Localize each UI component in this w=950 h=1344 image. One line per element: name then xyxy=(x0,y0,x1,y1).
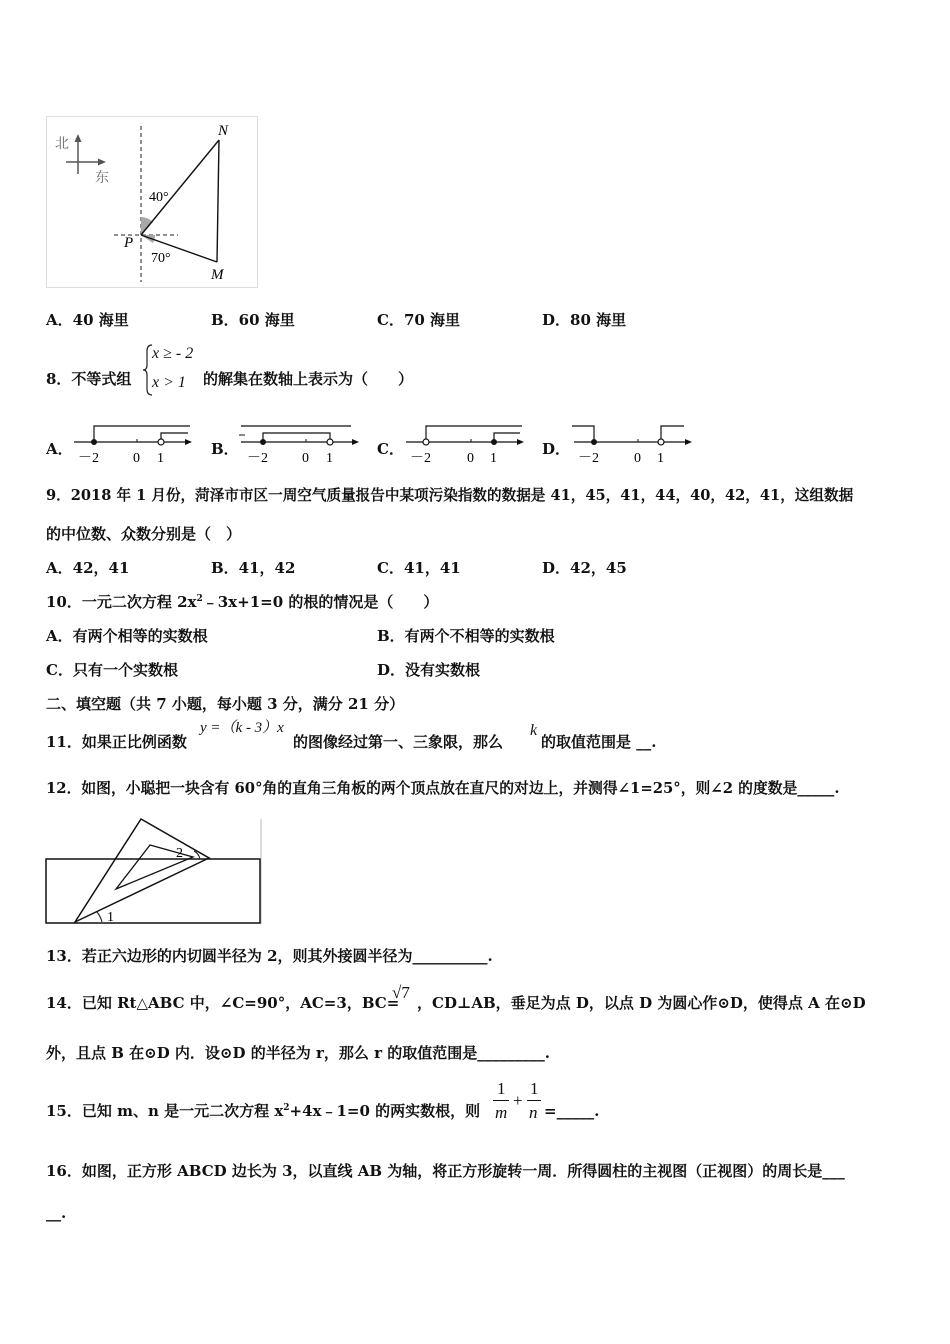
svg-text:－2: －2 xyxy=(247,451,268,466)
q8-suffix: 的解集在数轴上表示为（ ） xyxy=(203,370,414,388)
q9-option-d: D．42，45 xyxy=(542,559,627,577)
svg-text:－2: －2 xyxy=(578,451,599,466)
q15-post: =_____. xyxy=(544,1102,600,1120)
q12-text: 12．如图，小聪把一块含有 60°角的直角三角板的两个顶点放在直尺的对边上，并测得∠1=25°，则∠2 的度数是_____. xyxy=(46,780,840,797)
svg-text:－2: －2 xyxy=(410,451,431,466)
north-label: 北 xyxy=(55,136,69,152)
q16-line1: 16．如图，正方形 ABCD 边长为 3，以直线 AB 为轴，将正方形旋转一周．所得圆柱的主视图（正视图）的周长是___ xyxy=(46,1162,845,1180)
q8-ineq2: x > 1 xyxy=(152,374,186,391)
angle-70-label: 70° xyxy=(151,251,171,266)
label-N: N xyxy=(218,123,229,139)
q10-option-c: C．只有一个实数根 xyxy=(46,661,178,679)
set-square xyxy=(75,819,209,922)
q11-k: k xyxy=(530,722,538,739)
q8-option-a-numberline xyxy=(66,422,196,466)
q8-option-c-numberline xyxy=(398,422,528,466)
section2-heading: 二、填空题（共 7 小题，每小题 3 分，满分 21 分） xyxy=(46,695,405,713)
q15-frac-bar1 xyxy=(493,1100,509,1101)
svg-text:1: 1 xyxy=(490,451,497,466)
q12-figure xyxy=(44,815,264,927)
q15-den-n: n xyxy=(529,1103,538,1122)
q14-line2: 外，且点 B 在⊙D 内．设⊙D 的半径为 r，那么 r 的取值范围是_________. xyxy=(46,1044,550,1062)
q11-formula: y =（k - 3）x xyxy=(200,720,284,736)
q15-stem: 15．已知 m、n 是一元二次方程 $x^2+4x﹣1=0$ 的两实数根，则 xyxy=(46,1102,481,1120)
svg-text:1: 1 xyxy=(326,451,333,466)
q8-option-c-letter: C． xyxy=(377,440,404,458)
svg-text:0: 0 xyxy=(467,451,474,466)
q14-pre: 14．已知 Rt△ABC 中，∠C=90°，AC=3，BC= xyxy=(46,994,400,1012)
q9-line2: 的中位数、众数分别是（ ） xyxy=(46,525,242,543)
angle-2-label: 2 xyxy=(176,846,183,861)
q9-option-a: A．42，41 xyxy=(46,559,130,577)
ruler xyxy=(46,859,260,923)
q15-plus: + xyxy=(513,1091,523,1110)
svg-text:1: 1 xyxy=(657,451,664,466)
q8-option-d-letter: D． xyxy=(542,440,571,458)
q11-mid: 的图像经过第一、三象限，那么 xyxy=(293,733,504,751)
q10-option-b: B．有两个不相等的实数根 xyxy=(377,627,555,645)
q16-line2: __. xyxy=(46,1204,67,1222)
angle-40-label: 40° xyxy=(149,190,169,205)
q15-frac-bar2 xyxy=(527,1100,541,1101)
q7-option-a: A．40 海里 xyxy=(46,311,129,329)
q8-option-a-letter: A． xyxy=(46,440,73,458)
angle-1-label: 1 xyxy=(107,910,114,925)
q7-option-c: C．70 海里 xyxy=(377,311,461,329)
q8-prefix: 8．不等式组 xyxy=(46,370,132,388)
q15-num2: 1 xyxy=(530,1079,539,1098)
q7-option-b: B．60 海里 xyxy=(211,311,295,329)
q8-option-b-letter: B． xyxy=(211,440,239,458)
label-M: M xyxy=(211,267,224,283)
label-P: P xyxy=(124,235,134,251)
q14-post: ，CD⊥AB，垂足为点 D，以点 D 为圆心作⊙D，使得点 A 在⊙D xyxy=(417,994,866,1012)
q10-option-a: A．有两个相等的实数根 xyxy=(46,627,208,645)
q15-den-m: m xyxy=(495,1103,508,1122)
svg-text:0: 0 xyxy=(634,451,641,466)
q9-option-b: B．41，42 xyxy=(211,559,296,577)
q7-figure xyxy=(46,116,258,288)
q10-option-d: D．没有实数根 xyxy=(377,661,481,679)
svg-text:1: 1 xyxy=(157,451,164,466)
svg-text:0: 0 xyxy=(302,451,309,466)
east-label: 东 xyxy=(95,170,109,186)
svg-text:－2: －2 xyxy=(78,451,99,466)
q11-pre: 11．如果正比例函数 xyxy=(46,733,187,751)
q7-option-d: D．80 海里 xyxy=(542,311,627,329)
q15-num1: 1 xyxy=(497,1079,506,1098)
q8-option-b-numberline xyxy=(233,422,363,466)
q9-line1: 9．2018 年 1 月份，菏泽市市区一周空气质量报告中某项污染指数的数据是 41，45，41，44，40，42，41，这组数据 xyxy=(46,487,854,504)
q14-sqrt7: √7 xyxy=(392,983,410,1002)
q13-text: 13．若正六边形的内切圆半径为 2，则其外接圆半径为__________. xyxy=(46,947,493,965)
q8-ineq1: x ≥ - 2 xyxy=(152,345,194,362)
svg-text:0: 0 xyxy=(133,451,140,466)
q8-option-d-numberline xyxy=(566,422,696,466)
q11-post: 的取值范围是 __. xyxy=(541,733,657,751)
q9-option-c: C．41，41 xyxy=(377,559,461,577)
q10-stem: 10．一元二次方程 $2x^2﹣3x+1=0$ 的根的情况是（ ） xyxy=(46,593,439,611)
